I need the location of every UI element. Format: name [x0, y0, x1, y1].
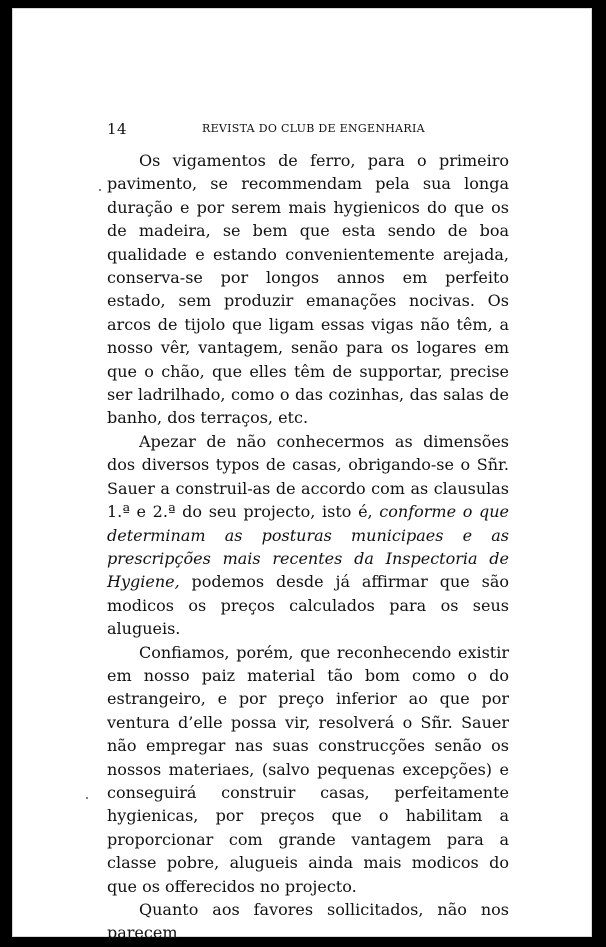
- article-body: [107, 149, 509, 945]
- paragraph-favores: Quanto aos favores sollicitados, não nos parecem: [107, 900, 509, 943]
- print-speck: [99, 189, 101, 191]
- paragraph-dimensoes-text-after: podemos desde já affirmar que são modicos os preços calculados para os seus alugueis.: [107, 572, 509, 639]
- book-page: [12, 8, 592, 943]
- running-title: REVISTA DO CLUB DE ENGENHARIA: [202, 122, 425, 135]
- paragraph-dimensoes: [107, 430, 509, 641]
- page-number: 14: [107, 120, 128, 138]
- print-speck: [86, 797, 88, 799]
- italic-legal-reference: conforme o que determinam as posturas municipaes e as prescripções mais recentes da Inspectoria de Hygiene,: [107, 502, 509, 592]
- paragraph-materiaes: Confiamos, porém, que reconhecendo existir em nosso paiz material tão bom como o do estrangeiro, e por preço inferior ao que por ventura d’elle possa vir, resolverá o Sñr. Sauer não empregar nas suas construcções senão os nossos materiaes, (salvo pequenas excepções) e conseguirá construir casas, perfeitamente hygienicas, por preços que o habilitam a proporcionar com grande vantagem para a classe pobre, alugueis ainda mais modicos do que os offerecidos no projecto.: [107, 642, 509, 896]
- paragraph-vigamentos: Os vigamentos de ferro, para o primeiro pavimento, se recommendam pela sua longa duração e por serem mais hygienicos do que os de madeira, se bem que esta sendo de boa qualidade e estando convenientemente arejada, conserva-se por longos annos em perfeito estado, sem produzir emanações nocivas. Os arcos de tijolo que ligam essas vigas não têm, a nosso vêr, vantagem, senão para os logares em que o chão, que elles têm de supportar, precise ser ladrilhado, como o das cozinhas, das salas de banho, dos terraços, etc.: [107, 151, 509, 428]
- page-header: [12, 118, 592, 140]
- paragraph-dimensoes-text-before: Apezar de não conhecermos as dimensões dos diversos typos de casas, obrigando-se o Sñr. Sauer a construil-as de accordo com as clausulas 1.ª e 2.ª do seu projecto, isto é,: [107, 431, 509, 522]
